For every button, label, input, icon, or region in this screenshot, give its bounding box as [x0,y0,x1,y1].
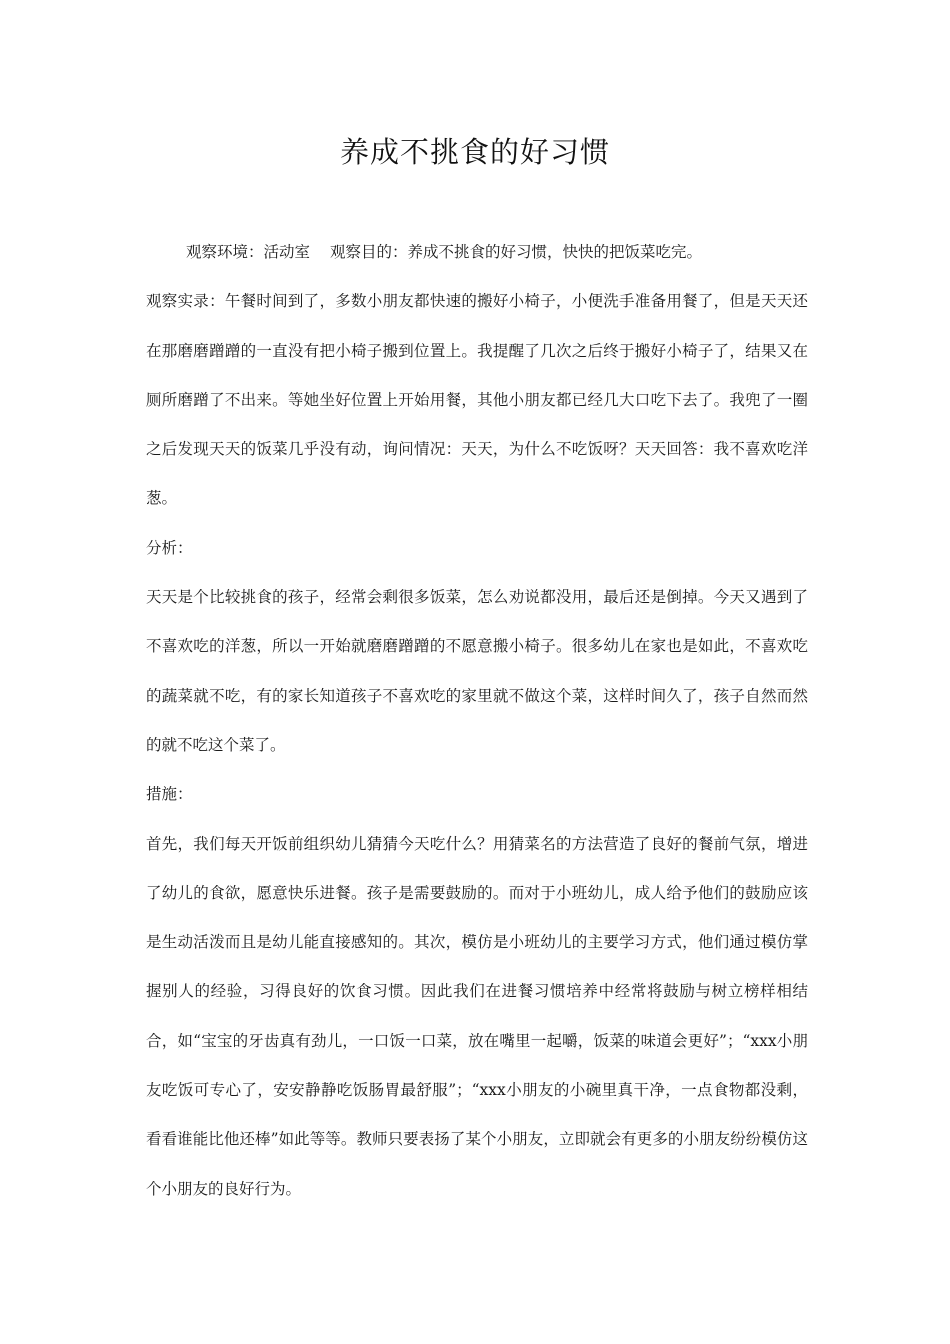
observation-purpose: 观察目的：养成不挑食的好习惯，快快的把饭菜吃完。 [330,243,703,261]
analysis-heading: 分析： [146,538,193,557]
document-body [146,228,808,1214]
observation-environment-line [146,228,808,277]
measures-heading: 措施： [146,785,193,804]
observation-environment: 观察环境：活动室 [186,243,311,261]
analysis-paragraph: 天天是个比较挑食的孩子，经常会剩很多饭菜，怎么劝说都没用，最后还是倒掉。今天又遇到了不喜欢吃的洋葱，所以一开始就磨磨蹭蹭的不愿意搬小椅子。很多幼儿在家也是如此，不喜欢吃的蔬菜就不吃，有的家长知道孩子不喜欢吃的家里就不做这个菜，这样时间久了，孩子自然而然的就不吃这个菜了。 [146,588,808,754]
document-title: 养成不挑食的好习惯 [339,135,610,169]
observation-record: 观察实录：午餐时间到了，多数小朋友都快速的搬好小椅子，小便洗手准备用餐了，但是天天还在那磨磨蹭蹭的一直没有把小椅子搬到位置上。我提醒了几次之后终于搬好小椅子了，结果又在厕所磨蹭了不出来。等她坐好位置上开始用餐，其他小朋友都已经几大口吃下去了。我兜了一圈之后发现天天的饭菜几乎没有动，询问情况：天天，为什么不吃饭呀？天天回答：我不喜欢吃洋葱。 [146,292,808,508]
measures-paragraph: 首先，我们每天开饭前组织幼儿猜猜今天吃什么？用猜菜名的方法营造了良好的餐前气氛，增进了幼儿的食欲，愿意快乐进餐。孩子是需要鼓励的。而对于小班幼儿，成人给予他们的鼓励应该是生动活泼而且是幼儿能直接感知的。其次，模仿是小班幼儿的主要学习方式，他们通过模仿掌握别人的经验，习得良好的饮食习惯。因此我们在进餐习惯培养中经常将鼓励与树立榜样相结合，如“宝宝的牙齿真有劲儿，一口饭一口菜，放在嘴里一起嚼，饭菜的味道会更好”；“xxx小朋友吃饭可专心了，安安静静吃饭肠胃最舒服”；“xxx小朋友的小碗里真干净，一点食物都没剩，看看谁能比他还棒”如此等等。教师只要表扬了某个小朋友，立即就会有更多的小朋友纷纷模仿这个小朋友的良好行为。 [146,834,808,1198]
